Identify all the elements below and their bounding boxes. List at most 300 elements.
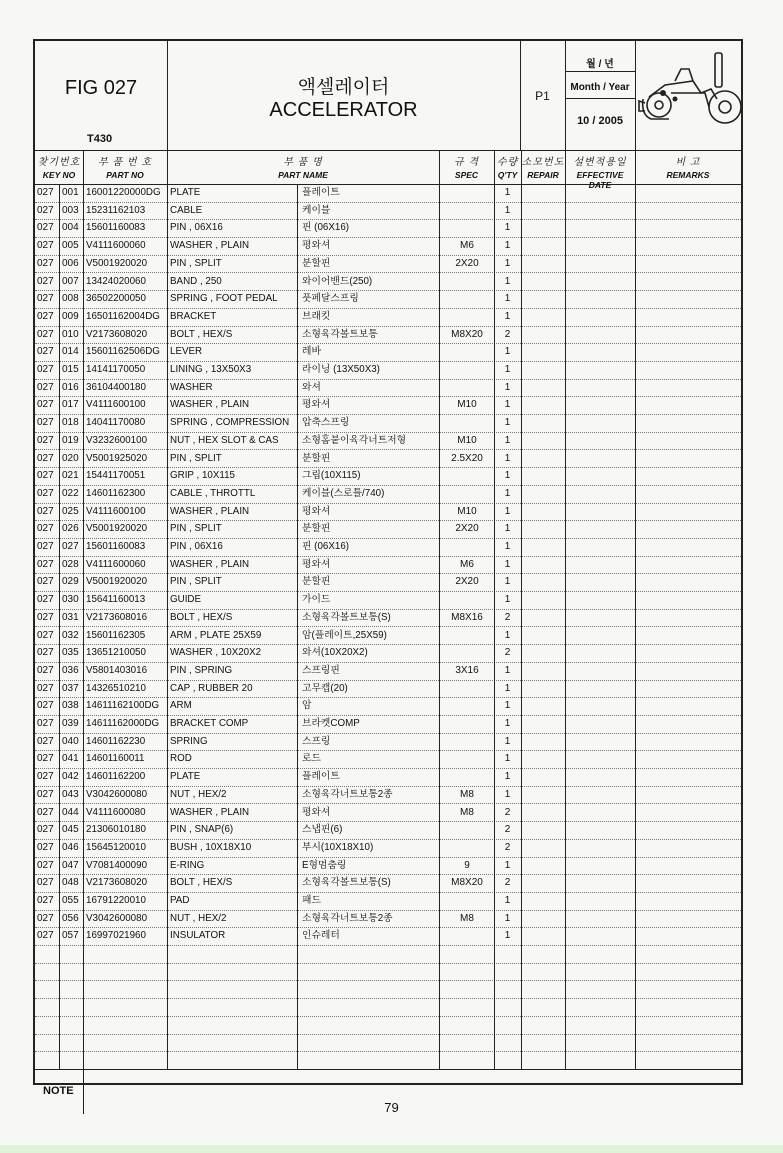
row-ko: 소형육각볼트보통(S): [302, 611, 391, 623]
row-qty: 1: [504, 257, 511, 269]
row-qty: 1: [504, 895, 511, 906]
road-roller-icon: [635, 41, 741, 150]
row-ko: 분할핀: [302, 452, 331, 464]
row-qty: 1: [504, 310, 511, 322]
row-fig: 027: [37, 611, 54, 623]
row-part: 15601162305: [86, 629, 146, 641]
row-spec: [440, 202, 494, 220]
row-en: WASHER , PLAIN: [170, 399, 250, 411]
row-part: 36104400180: [86, 381, 146, 393]
row-en: BOLT , HEX/S: [170, 328, 233, 340]
row-ko: 인슈레터: [302, 930, 340, 942]
row-key: 037: [62, 682, 79, 694]
row-part: V4111600080: [86, 806, 146, 818]
row-spec: M8X16: [451, 611, 483, 623]
row-fig: 027: [37, 682, 54, 694]
row-en: BUSH , 10X18X10: [170, 841, 252, 853]
row-ko: 플레이트: [302, 771, 340, 783]
row-part: V4111600060: [86, 240, 146, 252]
row-fig: 027: [37, 505, 54, 517]
row-ko: 분할핀: [302, 257, 331, 269]
row-spec: [440, 485, 494, 503]
row-spec: [440, 892, 494, 910]
row-qty: 1: [504, 718, 511, 729]
catalog-header: [35, 41, 741, 151]
row-part: V5001920020: [86, 523, 148, 535]
row-ko: 풋페달스프링: [302, 293, 359, 305]
row-part: 14601162200: [86, 771, 146, 783]
row-key: 018: [62, 417, 79, 429]
row-en: CABLE: [170, 204, 203, 216]
row-key: 056: [62, 912, 79, 924]
row-qty: 1: [504, 594, 511, 606]
row-spec: [440, 379, 494, 397]
row-spec: [440, 273, 494, 291]
row-part: 14601162230: [86, 735, 146, 747]
model-name: T430: [87, 133, 113, 145]
row-qty: 1: [504, 576, 511, 588]
row-fig: 027: [37, 364, 54, 375]
row-part: 14326510210: [86, 682, 146, 694]
row-en: LINING , 13X50X3: [170, 364, 252, 375]
row-qty: 1: [504, 399, 511, 411]
row-key: 027: [62, 541, 79, 552]
row-ko: 분할핀: [302, 576, 331, 588]
row-spec: M8X20: [451, 877, 483, 889]
row-qty: 1: [504, 452, 511, 464]
row-qty: 1: [504, 771, 511, 783]
row-qty: 1: [504, 293, 511, 305]
row-ko: 평와셔: [302, 505, 331, 517]
row-en: PIN , 06X16: [170, 541, 223, 552]
figure-box: [35, 41, 167, 150]
row-qty: 2: [504, 841, 511, 853]
row-ko: 고무캡(20): [302, 682, 348, 694]
row-qty: 1: [504, 417, 511, 429]
row-fig: 027: [37, 718, 54, 729]
row-en: E-RING: [170, 859, 205, 871]
row-ko: 라이닝 (13X50X3): [302, 364, 380, 375]
row-part: V4111600100: [86, 399, 146, 411]
row-key: 038: [62, 700, 79, 712]
row-spec: [440, 733, 494, 751]
row-en: ARM , PLATE 25X59: [170, 629, 262, 641]
row-ko: 스프링핀: [302, 664, 340, 676]
row-key: 036: [62, 664, 79, 676]
row-fig: 027: [37, 275, 54, 287]
row-part: 15601162506DG: [86, 346, 160, 358]
row-key: 044: [62, 806, 79, 818]
row-en: BAND , 250: [170, 275, 222, 287]
title-box: [167, 41, 520, 150]
row-spec: [440, 697, 494, 715]
row-fig: 027: [37, 576, 54, 588]
row-part: V5001920020: [86, 576, 148, 588]
row-key: 008: [62, 293, 79, 305]
row-key: 022: [62, 487, 79, 499]
row-qty: 2: [504, 806, 511, 818]
row-fig: 027: [37, 381, 54, 393]
row-qty: 1: [504, 487, 511, 499]
row-en: INSULATOR: [170, 930, 226, 942]
row-key: 030: [62, 594, 79, 606]
row-qty: 1: [504, 912, 511, 924]
row-qty: 2: [504, 611, 511, 623]
row-spec: 2X20: [455, 576, 479, 588]
row-en: SPRING , FOOT PEDAL: [170, 293, 278, 305]
row-qty: 1: [504, 204, 511, 216]
row-en: CABLE , THROTTL: [170, 487, 256, 499]
row-en: WASHER: [170, 381, 213, 393]
row-key: 007: [62, 275, 79, 287]
row-qty: 1: [504, 753, 511, 765]
row-fig: 027: [37, 523, 54, 535]
row-en: WASHER , PLAIN: [170, 505, 250, 517]
row-fig: 027: [37, 187, 54, 198]
row-part: 14611162000DG: [86, 718, 160, 729]
row-ko: 레바: [302, 346, 321, 358]
row-spec: [440, 538, 494, 556]
row-spec: [440, 839, 494, 857]
row-key: 045: [62, 824, 79, 836]
row-key: 004: [62, 222, 79, 234]
row-fig: 027: [37, 293, 54, 305]
row-qty: 1: [504, 700, 511, 712]
row-part: 15641160013: [86, 594, 146, 606]
row-part: V3042600080: [86, 788, 148, 800]
row-qty: 1: [504, 505, 511, 517]
row-key: 010: [62, 328, 79, 340]
row-key: 014: [62, 346, 79, 358]
row-fig: 027: [37, 434, 54, 446]
row-spec: [440, 715, 494, 733]
row-en: PLATE: [170, 771, 201, 783]
row-qty: 1: [504, 434, 511, 446]
row-key: 005: [62, 240, 79, 252]
row-ko: 평와셔: [302, 806, 331, 818]
row-fig: 027: [37, 541, 54, 552]
row-qty: 1: [504, 541, 511, 552]
row-key: 048: [62, 877, 79, 889]
row-key: 009: [62, 310, 79, 322]
row-qty: 2: [504, 824, 511, 836]
parts-rows: [35, 184, 741, 1069]
col-remarks: 비 고 REMARKS: [666, 157, 710, 180]
row-en: ARM: [170, 700, 192, 712]
row-ko: 그립(10X115): [302, 470, 361, 482]
row-key: 029: [62, 576, 79, 588]
row-fig: 027: [37, 470, 54, 482]
row-qty: 1: [504, 364, 511, 375]
row-ko: 소형육각볼트보통(S): [302, 877, 391, 889]
row-ko: 소형육각너트보통2종: [302, 912, 393, 924]
row-en: WASHER , PLAIN: [170, 240, 250, 252]
row-spec: M10: [457, 399, 477, 411]
row-key: 046: [62, 841, 79, 853]
row-qty: 1: [504, 222, 511, 234]
row-spec: [440, 627, 494, 645]
row-part: V2173608020: [86, 877, 148, 889]
row-qty: 1: [504, 470, 511, 482]
row-key: 031: [62, 611, 79, 623]
row-en: PIN , SPLIT: [170, 576, 222, 588]
row-ko: 암: [302, 700, 312, 712]
row-fig: 027: [37, 700, 54, 712]
row-ko: 케이블: [302, 204, 331, 216]
row-fig: 027: [37, 204, 54, 216]
row-ko: 암(플레이트,25X59): [302, 629, 387, 641]
row-fig: 027: [37, 487, 54, 499]
page-number: 79: [384, 1100, 399, 1115]
row-fig: 027: [37, 257, 54, 269]
row-spec: [440, 361, 494, 379]
row-fig: 027: [37, 346, 54, 358]
row-en: WASHER , PLAIN: [170, 806, 250, 818]
row-qty: 2: [504, 647, 511, 659]
row-key: 028: [62, 558, 79, 570]
row-spec: M6: [460, 240, 474, 252]
row-en: PIN , 06X16: [170, 222, 223, 234]
row-key: 039: [62, 718, 79, 729]
row-spec: [440, 343, 494, 361]
row-ko: 평와셔: [302, 399, 331, 411]
row-fig: 027: [37, 452, 54, 464]
row-spec: [440, 644, 494, 662]
row-fig: 027: [37, 841, 54, 853]
row-spec: [440, 927, 494, 945]
row-part: 15231162103: [86, 204, 146, 216]
row-ko: 브래킷: [302, 310, 331, 322]
row-ko: 부시(10X18X10): [302, 841, 374, 853]
row-key: 020: [62, 452, 79, 464]
row-part: V7081400090: [86, 859, 148, 871]
row-fig: 027: [37, 399, 54, 411]
row-spec: 9: [464, 859, 470, 871]
row-en: PIN , SPLIT: [170, 452, 222, 464]
row-key: 006: [62, 257, 79, 269]
row-part: 14601160011: [86, 753, 145, 765]
row-key: 019: [62, 434, 79, 446]
row-key: 001: [62, 187, 79, 198]
row-part: 21306010180: [86, 824, 146, 836]
row-qty: 1: [504, 346, 511, 358]
issue-date: 10 / 2005: [577, 115, 623, 127]
row-en: PIN , SPLIT: [170, 257, 222, 269]
row-part: 15441170051: [86, 470, 146, 482]
row-ko: 소형홈붙이육각너트저형: [302, 434, 407, 446]
row-spec: [440, 680, 494, 698]
row-en: PAD: [170, 895, 190, 906]
row-en: NUT , HEX SLOT & CAS: [170, 434, 279, 446]
note-label: NOTE: [43, 1085, 74, 1097]
row-key: 003: [62, 204, 79, 216]
row-spec: M8X20: [451, 328, 483, 340]
row-spec: [440, 184, 494, 202]
row-en: NUT , HEX/2: [170, 912, 227, 924]
row-ko: 브라켓COMP: [302, 718, 360, 729]
row-ko: 핀 (06X16): [302, 222, 350, 234]
row-part: 13651210050: [86, 647, 146, 659]
row-key: 057: [62, 930, 79, 942]
page-box: [520, 41, 565, 150]
row-key: 016: [62, 381, 79, 393]
row-en: WASHER , PLAIN: [170, 558, 250, 570]
row-ko: 패드: [302, 895, 321, 906]
row-fig: 027: [37, 859, 54, 871]
row-part: 14041170080: [86, 417, 146, 429]
row-part: V3042600080: [86, 912, 148, 924]
row-spec: M10: [457, 505, 477, 517]
row-fig: 027: [37, 788, 54, 800]
row-spec: M8: [460, 806, 474, 818]
row-fig: 027: [37, 824, 54, 836]
row-en: PLATE: [170, 187, 201, 198]
date-box: [565, 41, 635, 150]
row-spec: M6: [460, 558, 474, 570]
row-ko: 분할핀: [302, 523, 331, 535]
row-spec: [440, 768, 494, 786]
row-spec: 2X20: [455, 257, 479, 269]
col-qty: 수량 Q'TY: [496, 157, 519, 180]
col-part-no: 부 품 번 호 PART NO: [98, 157, 152, 180]
row-part: 14141170050: [86, 364, 146, 375]
row-spec: 2X20: [455, 523, 479, 535]
row-fig: 027: [37, 912, 54, 924]
row-fig: 027: [37, 895, 54, 906]
col-repair: 소모번도 REPAIR: [521, 157, 565, 180]
row-en: BOLT , HEX/S: [170, 611, 233, 623]
row-ko: 핀 (06X16): [302, 541, 350, 552]
row-ko: 스냅핀(6): [302, 824, 343, 836]
row-part: V2173608016: [86, 611, 148, 623]
col-key-no: 찾기번호 KEY NO: [37, 157, 81, 180]
row-fig: 027: [37, 771, 54, 783]
row-part: 36502200050: [86, 293, 146, 305]
row-spec: 3X16: [455, 664, 479, 676]
row-qty: 1: [504, 664, 511, 676]
footer-band: [0, 1145, 783, 1153]
col-part-name: 부 품 명 PART NAME: [278, 157, 328, 180]
row-part: V3232600100: [86, 434, 148, 446]
row-spec: [440, 821, 494, 839]
row-ko: 소형육각볼트보통: [302, 328, 378, 340]
row-qty: 1: [504, 558, 511, 570]
row-fig: 027: [37, 310, 54, 322]
row-qty: 1: [504, 523, 511, 535]
row-en: PIN , SNAP(6): [170, 824, 234, 836]
page-code: P1: [535, 89, 550, 103]
row-part: V5801403016: [86, 664, 148, 676]
col-effective-date: 설변적용일 EFFECTIVE DATE: [573, 157, 627, 190]
row-ko: 케이블(스로틀/740): [302, 487, 385, 499]
row-fig: 027: [37, 806, 54, 818]
row-qty: 1: [504, 629, 511, 641]
row-fig: 027: [37, 417, 54, 429]
row-part: V5001920020: [86, 257, 148, 269]
row-key: 040: [62, 735, 79, 747]
row-spec: 2.5X20: [451, 452, 483, 464]
month-year-korean: 월 / 년: [586, 59, 614, 70]
row-fig: 027: [37, 558, 54, 570]
row-part: 16501162004DG: [86, 310, 160, 322]
row-ko: 소형육각너트보통2종: [302, 788, 393, 800]
row-part: V5001925020: [86, 452, 148, 464]
row-spec: [440, 414, 494, 432]
row-qty: 2: [504, 877, 511, 889]
row-en: CAP , RUBBER 20: [170, 682, 253, 694]
row-part: 16001220000DG: [86, 187, 161, 198]
row-fig: 027: [37, 594, 54, 606]
row-key: 042: [62, 771, 79, 783]
row-part: 15601160083: [86, 541, 146, 552]
row-qty: 1: [504, 682, 511, 694]
row-en: PIN , SPLIT: [170, 523, 222, 535]
row-en: BOLT , HEX/S: [170, 877, 233, 889]
row-part: 13424020060: [86, 275, 146, 287]
row-spec: M8: [460, 912, 474, 924]
row-fig: 027: [37, 664, 54, 676]
row-en: BRACKET: [170, 310, 217, 322]
row-en: PIN , SPRING: [170, 664, 233, 676]
row-part: 15601160083: [86, 222, 146, 234]
row-fig: 027: [37, 629, 54, 641]
title-korean: 액셀레이터: [297, 77, 390, 98]
row-ko: 와셔: [302, 381, 321, 393]
row-spec: [440, 290, 494, 308]
row-ko: 와이어밴드(250): [302, 275, 373, 287]
row-spec: M8: [460, 788, 474, 800]
row-part: V4111600100: [86, 505, 146, 517]
row-en: ROD: [170, 753, 192, 765]
row-fig: 027: [37, 240, 54, 252]
row-ko: 압축스프링: [302, 417, 350, 429]
row-fig: 027: [37, 647, 54, 659]
row-ko: 가이드: [302, 594, 331, 606]
row-ko: 플레이트: [302, 187, 340, 198]
row-key: 047: [62, 859, 79, 871]
row-en: WASHER , 10X20X2: [170, 647, 262, 659]
row-fig: 027: [37, 930, 54, 942]
row-en: SPRING , COMPRESSION: [170, 417, 290, 429]
row-ko: 평와셔: [302, 240, 331, 252]
row-qty: 1: [504, 859, 511, 871]
row-ko: 스프링: [302, 735, 331, 747]
row-part: 16997021960: [86, 930, 146, 942]
row-spec: M10: [457, 434, 477, 446]
row-spec: [440, 219, 494, 237]
row-ko: 평와셔: [302, 558, 331, 570]
row-spec: [440, 467, 494, 485]
row-qty: 1: [504, 930, 511, 942]
row-key: 032: [62, 629, 79, 641]
row-fig: 027: [37, 328, 54, 340]
catalog-frame: [33, 39, 743, 1097]
row-en: GRIP , 10X115: [170, 470, 235, 482]
row-qty: 2: [504, 328, 511, 340]
row-part: 15645120010: [86, 841, 146, 853]
row-key: 015: [62, 364, 79, 375]
figure-number: FIG 027: [64, 77, 138, 99]
row-en: SPRING: [170, 735, 208, 747]
row-key: 017: [62, 399, 79, 411]
row-qty: 1: [504, 187, 511, 198]
row-ko: 와셔(10X20X2): [302, 647, 368, 659]
col-spec: 규 격 SPEC: [453, 157, 480, 180]
row-en: GUIDE: [170, 594, 202, 606]
month-year-label: Month / Year: [570, 82, 630, 93]
row-ko: 로드: [302, 753, 321, 765]
row-fig: 027: [37, 735, 54, 747]
